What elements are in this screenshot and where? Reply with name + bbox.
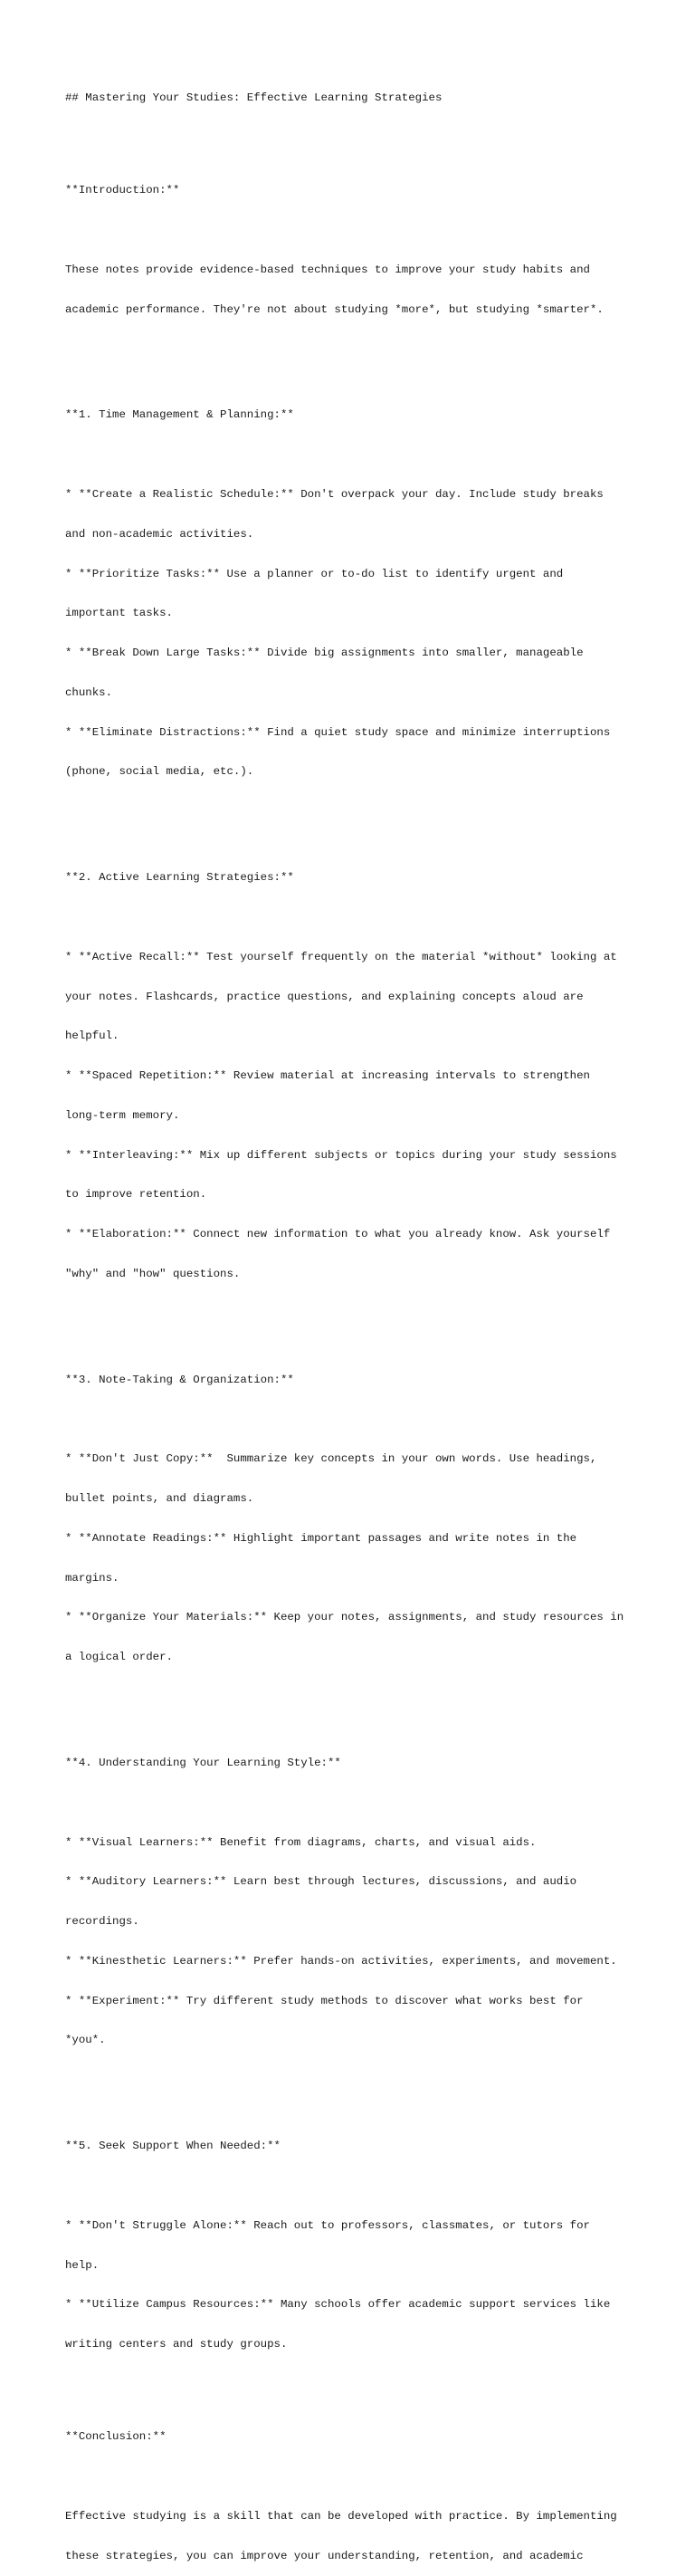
section-line: "why" and "how" questions. — [65, 1268, 241, 1281]
section-line: helpful. — [65, 1029, 119, 1043]
section-line: * **Utilize Campus Resources:** Many schools offer academic support services like — [65, 2298, 611, 2312]
section-line: and non-academic activities. — [65, 527, 254, 541]
section-line: * **Prioritize Tasks:** Use a planner or to-do list to identify urgent and — [65, 567, 564, 580]
section-line: writing centers and study groups. — [65, 2338, 288, 2351]
section-line: to improve retention. — [65, 1188, 207, 1202]
section-line: * **Eliminate Distractions:** Find a quiet study space and minimize interruptions — [65, 725, 611, 739]
section-line: (phone, social media, etc.). — [65, 765, 254, 779]
section-line: *you*. — [65, 2034, 106, 2047]
section-heading: **2. Active Learning Strategies:** — [65, 871, 294, 885]
section-heading: **5. Seek Support When Needed:** — [65, 2140, 281, 2153]
section-line: help. — [65, 2258, 100, 2272]
section-line: * **Create a Realistic Schedule:** Don't overpack your day. Include study breaks — [65, 488, 604, 501]
section-line: * **Experiment:** Try different study methods to discover what works best for — [65, 1994, 584, 2007]
document-title: ## Mastering Your Studies: Effective Learning Strategies — [65, 91, 443, 105]
section-line: * **Elaboration:** Connect new information to what you already know. Ask yourself — [65, 1228, 611, 1241]
section-line: long-term memory. — [65, 1108, 180, 1122]
section-heading: **4. Understanding Your Learning Style:** — [65, 1757, 341, 1769]
section-line: recordings. — [65, 1915, 139, 1929]
section-line: * **Visual Learners:** Benefit from diagrams, charts, and visual aids. — [65, 1835, 537, 1849]
section-line: * **Break Down Large Tasks:** Divide big assignments into smaller, manageable — [65, 646, 584, 660]
conclusion-heading: **Conclusion:** — [65, 2430, 167, 2444]
conclusion-line: these strategies, you can improve your understanding, retention, and academic — [65, 2549, 584, 2562]
conclusion-line: Effective studying is a skill that can be developed with practice. By implementing — [65, 2509, 617, 2523]
section-line: * **Don't Just Copy:** Summarize key concepts in your own words. Use headings, — [65, 1452, 597, 1466]
intro-heading: **Introduction:** — [65, 184, 180, 197]
section-line: bullet points, and diagrams. — [65, 1492, 254, 1506]
section-line: a logical order. — [65, 1651, 173, 1664]
section-line: * **Organize Your Materials:** Keep your notes, assignments, and study resources in — [65, 1611, 624, 1624]
intro-line: These notes provide evidence-based techniques to improve your study habits and — [65, 263, 590, 276]
section-line: * **Kinesthetic Learners:** Prefer hands-on activities, experiments, and movement. — [65, 1954, 617, 1968]
section-heading: **1. Time Management & Planning:** — [65, 408, 294, 422]
section-heading: **3. Note-Taking & Organization:** — [65, 1373, 294, 1386]
section-line: * **Active Recall:** Test yourself frequently on the material *without* looking at — [65, 950, 617, 963]
section-line: * **Interleaving:** Mix up different subjects or topics during your study sessions — [65, 1148, 617, 1162]
section-line: * **Don't Struggle Alone:** Reach out to professors, classmates, or tutors for — [65, 2218, 590, 2232]
section-line: * **Annotate Readings:** Highlight important passages and write notes in the — [65, 1531, 577, 1545]
intro-line: academic performance. They're not about studying *more*, but studying *smarter*. — [65, 302, 604, 316]
section-line: chunks. — [65, 685, 113, 699]
section-line: important tasks. — [65, 607, 173, 620]
section-line: * **Spaced Repetition:** Review material at increasing intervals to strengthen — [65, 1069, 590, 1083]
section-line: margins. — [65, 1571, 119, 1585]
section-line: your notes. Flashcards, practice questions, and explaining concepts aloud are — [65, 990, 584, 1003]
document-page — [65, 65, 644, 2576]
section-line: * **Auditory Learners:** Learn best through lectures, discussions, and audio — [65, 1875, 577, 1889]
